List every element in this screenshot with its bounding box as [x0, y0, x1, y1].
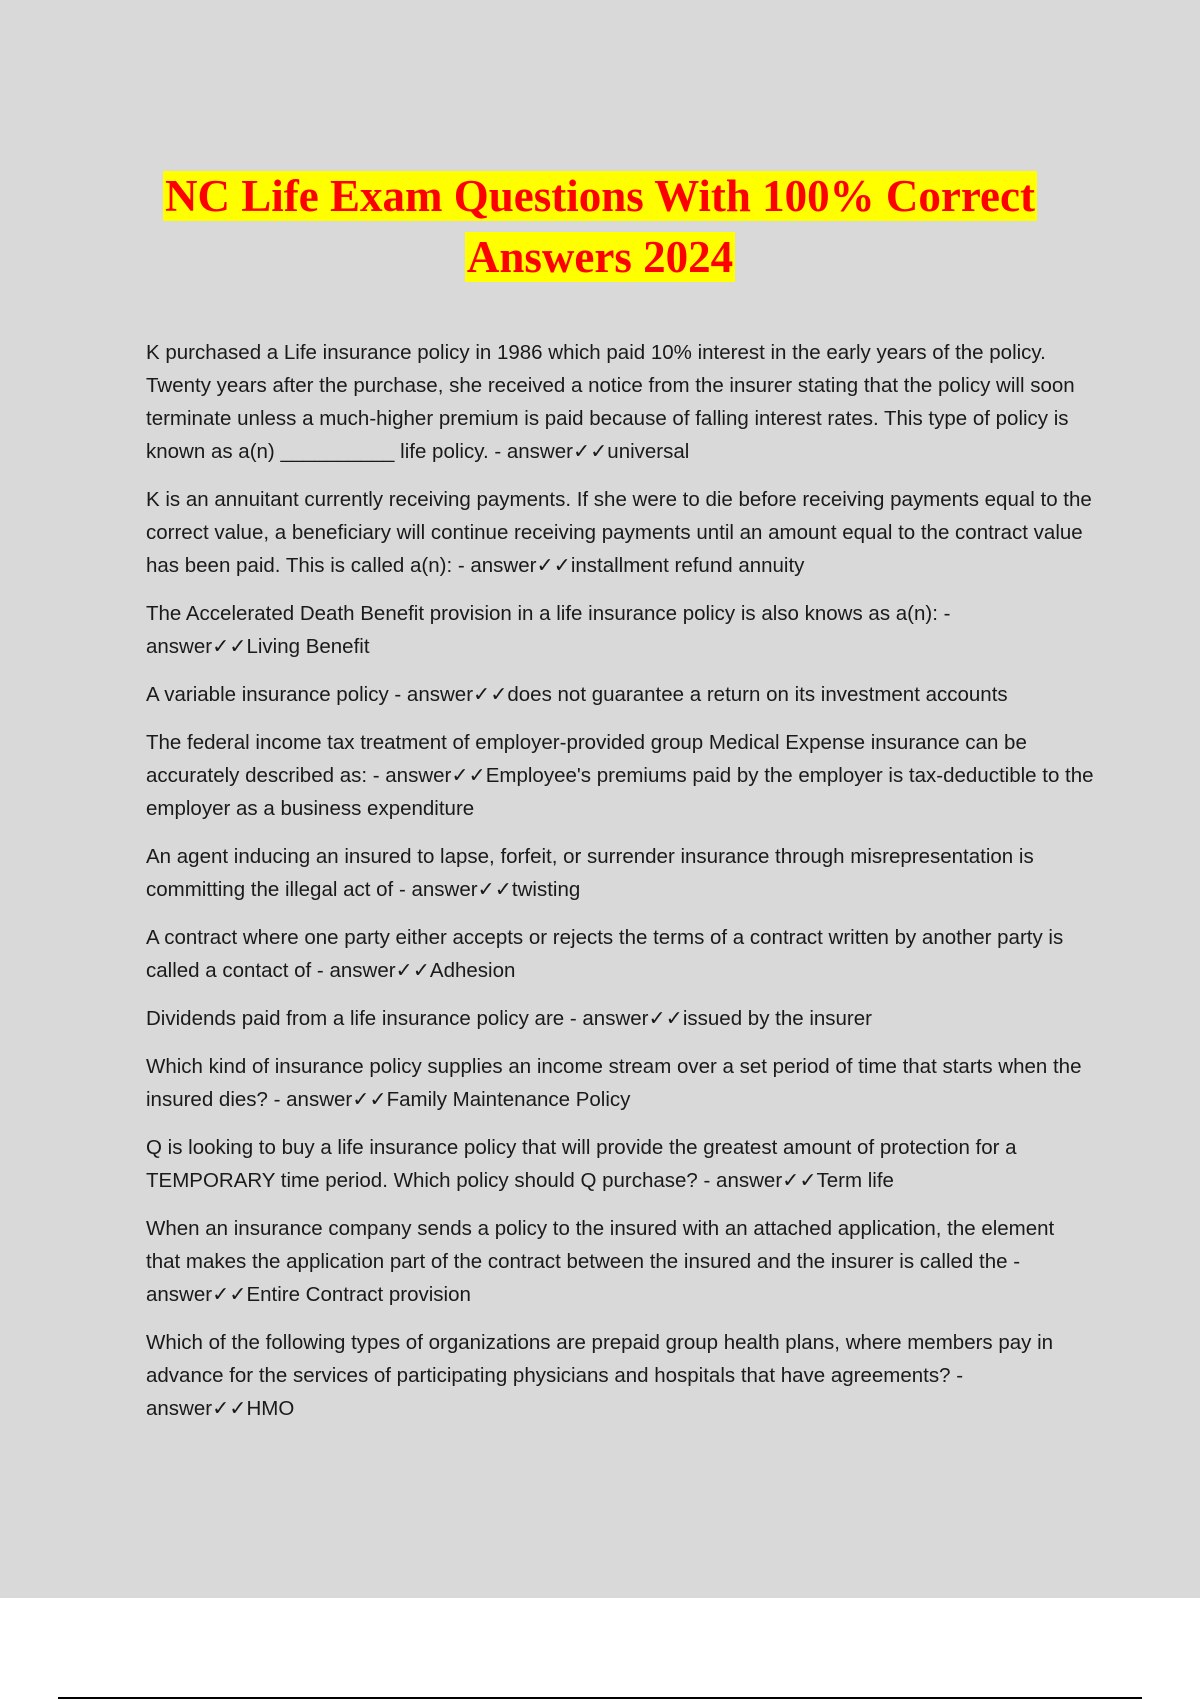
title-text-2: Answers 2024 — [466, 232, 734, 282]
title-text-1: NC Life Exam Questions With 100% Correct — [165, 171, 1035, 221]
footer-divider — [58, 1697, 1142, 1699]
question-answer-list — [146, 336, 1094, 1440]
qa-item: Which of the following types of organizations are prepaid group health plans, where members pay in advance for the services of participating physicians and hospitals that have agreements? - answer✓✓HMO — [146, 1331, 1054, 1420]
qa-item: An agent inducing an insured to lapse, forfeit, or surrender insurance through misrepresentation is committing the illegal act of - answer✓✓twisting — [146, 845, 1034, 901]
title-line-2 — [0, 227, 1200, 288]
qa-item: K is an annuitant currently receiving payments. If she were to die before receiving payments equal to the correct value, a beneficiary will continue receiving payments until an amount equal to the contract value has been paid. This is called a(n): - answer✓✓installment refund annuity — [146, 488, 1092, 577]
qa-item: The federal income tax treatment of employer-provided group Medical Expense insurance can be accurately described as: - answer✓✓Employee's premiums paid by the employer is tax-deductible to the employer as a business expenditure — [146, 731, 1094, 820]
title-line-1 — [0, 166, 1200, 227]
qa-item: Dividends paid from a life insurance policy are - answer✓✓issued by the insurer — [146, 1007, 872, 1030]
qa-item: A contract where one party either accepts or rejects the terms of a contract written by another party is called a contact of - answer✓✓Adhesion — [146, 926, 1064, 982]
qa-item: A variable insurance policy - answer✓✓does not guarantee a return on its investment accounts — [146, 683, 1008, 706]
document-title — [0, 166, 1200, 288]
qa-item: When an insurance company sends a policy to the insured with an attached application, the element that makes the application part of the contract between the insured and the insurer is called the - answer✓✓Entire Contract provision — [146, 1217, 1055, 1306]
qa-item: The Accelerated Death Benefit provision in a life insurance policy is also knows as a(n): - answer✓✓Living Benefit — [146, 602, 951, 658]
qa-item: K purchased a Life insurance policy in 1986 which paid 10% interest in the early years of the policy. Twenty years after the purchase, she received a notice from the insurer stating that the policy will soon terminate unless a much-higher premium is paid because of falling interest rates. This type of policy is known as a(n) __________ life policy. - answer✓✓universal — [146, 341, 1075, 463]
qa-item: Which kind of insurance policy supplies an income stream over a set period of time that starts when the insured dies? - answer✓✓Family Maintenance Policy — [146, 1055, 1082, 1111]
qa-item: Q is looking to buy a life insurance policy that will provide the greatest amount of protection for a TEMPORARY time period. Which policy should Q purchase? - answer✓✓Term life — [146, 1136, 1017, 1192]
